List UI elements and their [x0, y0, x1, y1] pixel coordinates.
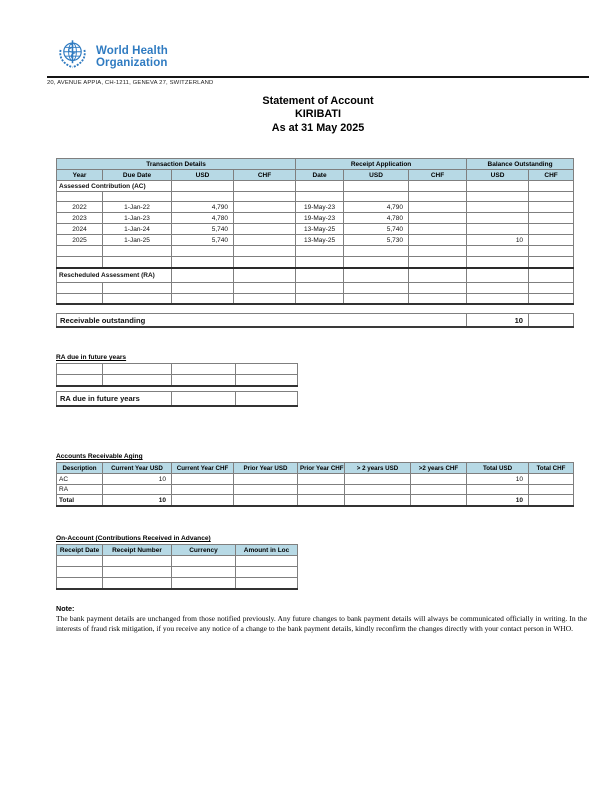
page-title: Statement of Account — [262, 94, 374, 107]
col-header-usd: USD — [467, 170, 529, 181]
aging-table — [56, 462, 574, 507]
document-title-block — [47, 95, 589, 136]
col-header-due-date: Due Date — [103, 170, 172, 181]
aging-header-prior-chf: Prior Year CHF — [298, 463, 345, 474]
on-account-header-receipt-date: Receipt Date — [57, 545, 103, 556]
col-header-chf: CHF — [409, 170, 467, 181]
aging-header-current-usd: Current Year USD — [103, 463, 172, 474]
group-header-transaction-details: Transaction Details — [57, 159, 296, 170]
empty-row — [57, 567, 298, 578]
org-name: World Health Organization — [96, 44, 168, 69]
receivable-outstanding-bar — [56, 313, 574, 328]
empty-row — [57, 556, 298, 567]
who-emblem-icon — [56, 38, 89, 76]
note-text: The bank payment details are unchanged from those notified previously. Any future changes to bank payment details will always be communicated officially in writing. In the interests of fraud risk mitigation, if you receive any notice of a change to the bank payment details, kindly reconfirm the changes directly with your contact person in WHO. — [56, 614, 587, 634]
aging-header-total-chf: Total CHF — [529, 463, 574, 474]
table-row: 2024 1-Jan-24 5,740 13-May-25 5,740 — [57, 224, 574, 235]
who-logo — [56, 40, 589, 74]
ra-future-summary-label: RA due in future years — [57, 392, 172, 407]
col-header-chf: CHF — [234, 170, 296, 181]
country-name: KIRIBATI — [295, 108, 341, 120]
on-account-header-receipt-number: Receipt Number — [103, 545, 172, 556]
aging-header-2y-usd: > 2 years USD — [345, 463, 411, 474]
aging-header-total-usd: Total USD — [467, 463, 529, 474]
table-row: 2025 1-Jan-25 5,740 13-May-25 5,730 10 — [57, 235, 574, 246]
on-account-table — [56, 544, 298, 590]
on-account-header-currency: Currency — [172, 545, 236, 556]
section-row-ra — [57, 268, 574, 283]
col-header-usd: USD — [172, 170, 234, 181]
col-header-usd: USD — [344, 170, 409, 181]
org-address: 20, AVENUE APPIA, CH-1211, GENEVA 27, SWITZERLAND — [47, 79, 214, 86]
aging-header-row — [57, 463, 574, 474]
empty-row — [57, 294, 574, 305]
col-header-year: Year — [57, 170, 103, 181]
empty-row — [57, 246, 574, 257]
aging-row-ra: RA — [57, 485, 574, 495]
ra-future-table — [56, 363, 298, 387]
statement-date: As at 31 May 2025 — [271, 121, 365, 134]
receivable-outstanding-chf — [529, 314, 574, 328]
col-header-date: Date — [296, 170, 344, 181]
aging-header-current-chf: Current Year CHF — [172, 463, 234, 474]
group-header-balance-outstanding: Balance Outstanding — [467, 159, 574, 170]
column-header-row — [57, 170, 574, 181]
empty-row — [57, 257, 574, 269]
section-row-ac — [57, 181, 574, 192]
on-account-header-row — [57, 545, 298, 556]
table-row: 2022 1-Jan-22 4,790 19-May-23 4,790 — [57, 202, 574, 213]
receivable-outstanding-usd: 10 — [467, 314, 529, 328]
ra-future-section-label: RA due in future years — [56, 354, 127, 361]
receivable-outstanding-label: Receivable outstanding — [57, 314, 467, 328]
section-label-ac: Assessed Contribution (AC) — [57, 181, 172, 192]
col-header-chf: CHF — [529, 170, 574, 181]
section-label-ra: Rescheduled Assessment (RA) — [57, 268, 172, 283]
aging-header-2y-chf: >2 years CHF — [411, 463, 467, 474]
aging-section-label: Accounts Receivable Aging — [56, 453, 143, 460]
empty-row — [57, 364, 298, 375]
ra-future-summary-table — [56, 391, 298, 407]
empty-row — [57, 578, 298, 590]
empty-row — [57, 283, 574, 294]
empty-row — [57, 375, 298, 387]
group-header-receipt-application: Receipt Application — [296, 159, 467, 170]
aging-header-prior-usd: Prior Year USD — [234, 463, 298, 474]
aging-header-description: Description — [57, 463, 103, 474]
group-header-row — [57, 159, 574, 170]
on-account-section-label: On-Account (Contributions Received in Advance) — [56, 535, 211, 542]
header-rule — [47, 76, 589, 78]
note-label: Note: — [56, 604, 75, 613]
transactions-table — [56, 158, 574, 305]
aging-row-total: Total 10 10 — [57, 495, 574, 507]
table-row: 2023 1-Jan-23 4,780 19-May-23 4,780 — [57, 213, 574, 224]
on-account-header-amount: Amount in Loc — [236, 545, 298, 556]
empty-row — [57, 192, 574, 202]
aging-row-ac: AC 10 10 — [57, 474, 574, 485]
